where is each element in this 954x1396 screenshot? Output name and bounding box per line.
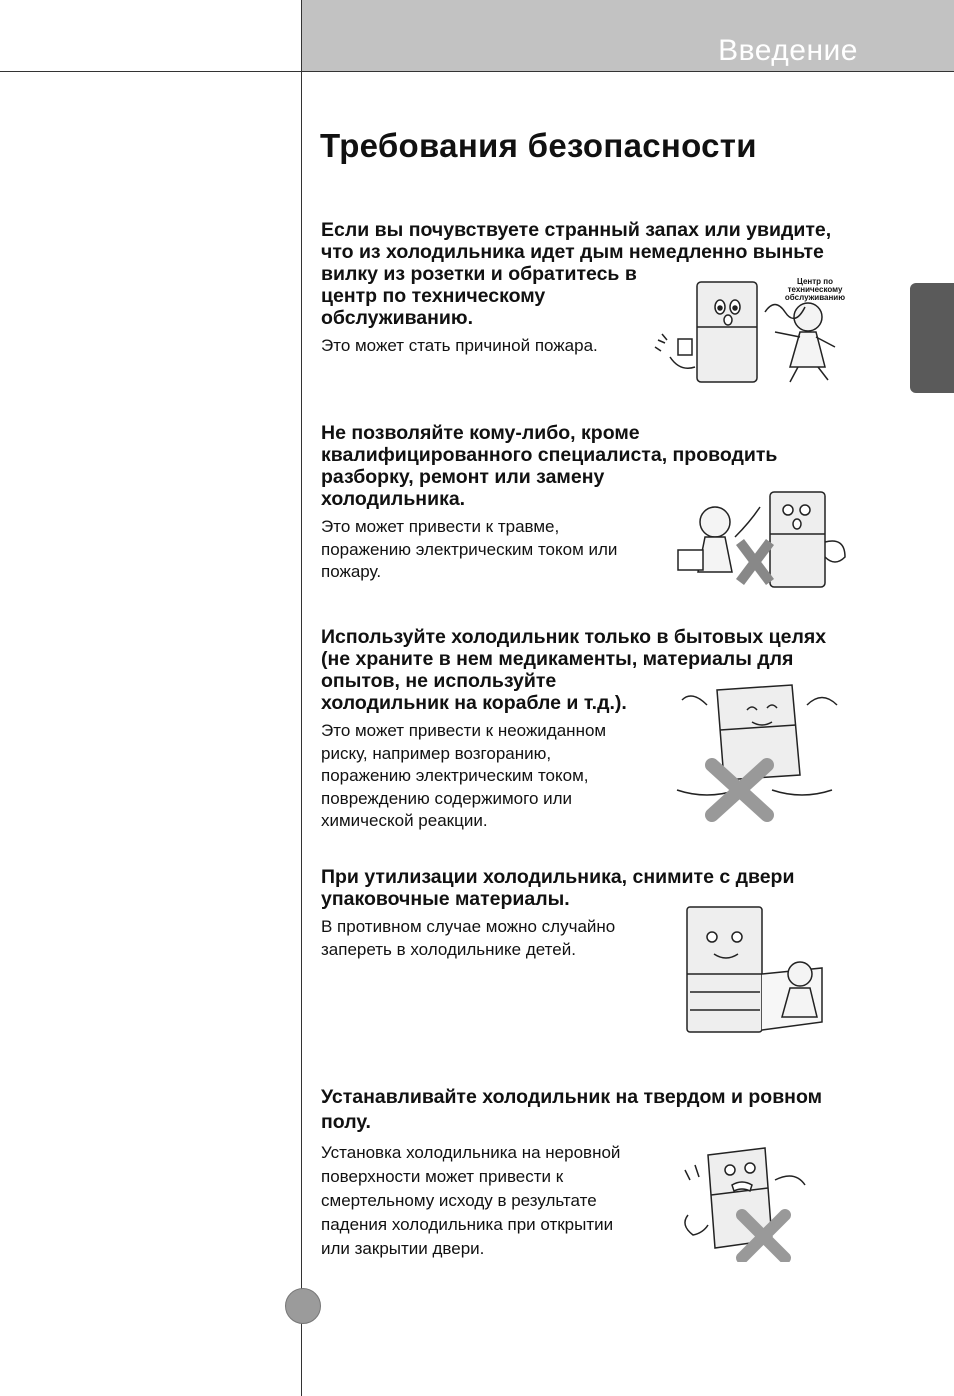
section-heading: Устанавливайте холодильник на твердом и ровном полу. (321, 1086, 823, 1133)
section-text: В противном случае можно случайно запереть в холодильнике детей. (321, 917, 616, 959)
section-text: Установка холодильника на неровной поверхности может привести к смертельному исходу в результате падения холодильника при открытии или закрытии двери. (321, 1143, 621, 1258)
page-number-marker (285, 1288, 321, 1324)
illustration-caption-line: техническому (787, 285, 843, 294)
chapter-tab (910, 283, 954, 393)
illustration-caption-line: Центр по (797, 277, 833, 286)
section-heading: Не позволяйте кому-либо, кроме квалифицированного специалиста, проводить разборку, ремонт или замену холодильника. (321, 422, 778, 510)
illustration-household-only (672, 680, 842, 825)
header-rule (0, 71, 954, 72)
section-title: Введение (718, 34, 858, 67)
section-heading: Используйте холодильник только в бытовых целях (не храните в нем медикаменты, материалы для опытов, не используйте холодильник на корабле и т.д.). (321, 626, 827, 714)
section-text: Это может стать причиной пожара. (321, 336, 598, 355)
section-heading: При утилизации холодильника, снимите с двери упаковочные материалы. (321, 866, 795, 910)
illustration-no-repair (660, 482, 855, 600)
header-band (302, 0, 954, 71)
section-heading: Если вы почувствуете странный запах или увидите, что из холодильника идет дым немедленно выньте вилку из розетки и обратитесь в центр по техническому обслуживанию. (321, 219, 832, 329)
section-text: Это может привести к травме, поражению электрическим током или пожару. (321, 517, 618, 581)
illustration-smoke-service (650, 272, 850, 387)
page-title: Требования безопасности (320, 127, 757, 164)
section-text: Это может привести к неожиданном риску, например возгоранию, поражению электрическим током, повреждению содержимого или химической реакции. (321, 721, 607, 830)
margin-rule (301, 0, 302, 1396)
illustration-uneven-floor (680, 1140, 815, 1262)
illustration-disposal-child (682, 902, 837, 1034)
illustration-caption-line: обслуживанию (784, 293, 846, 302)
